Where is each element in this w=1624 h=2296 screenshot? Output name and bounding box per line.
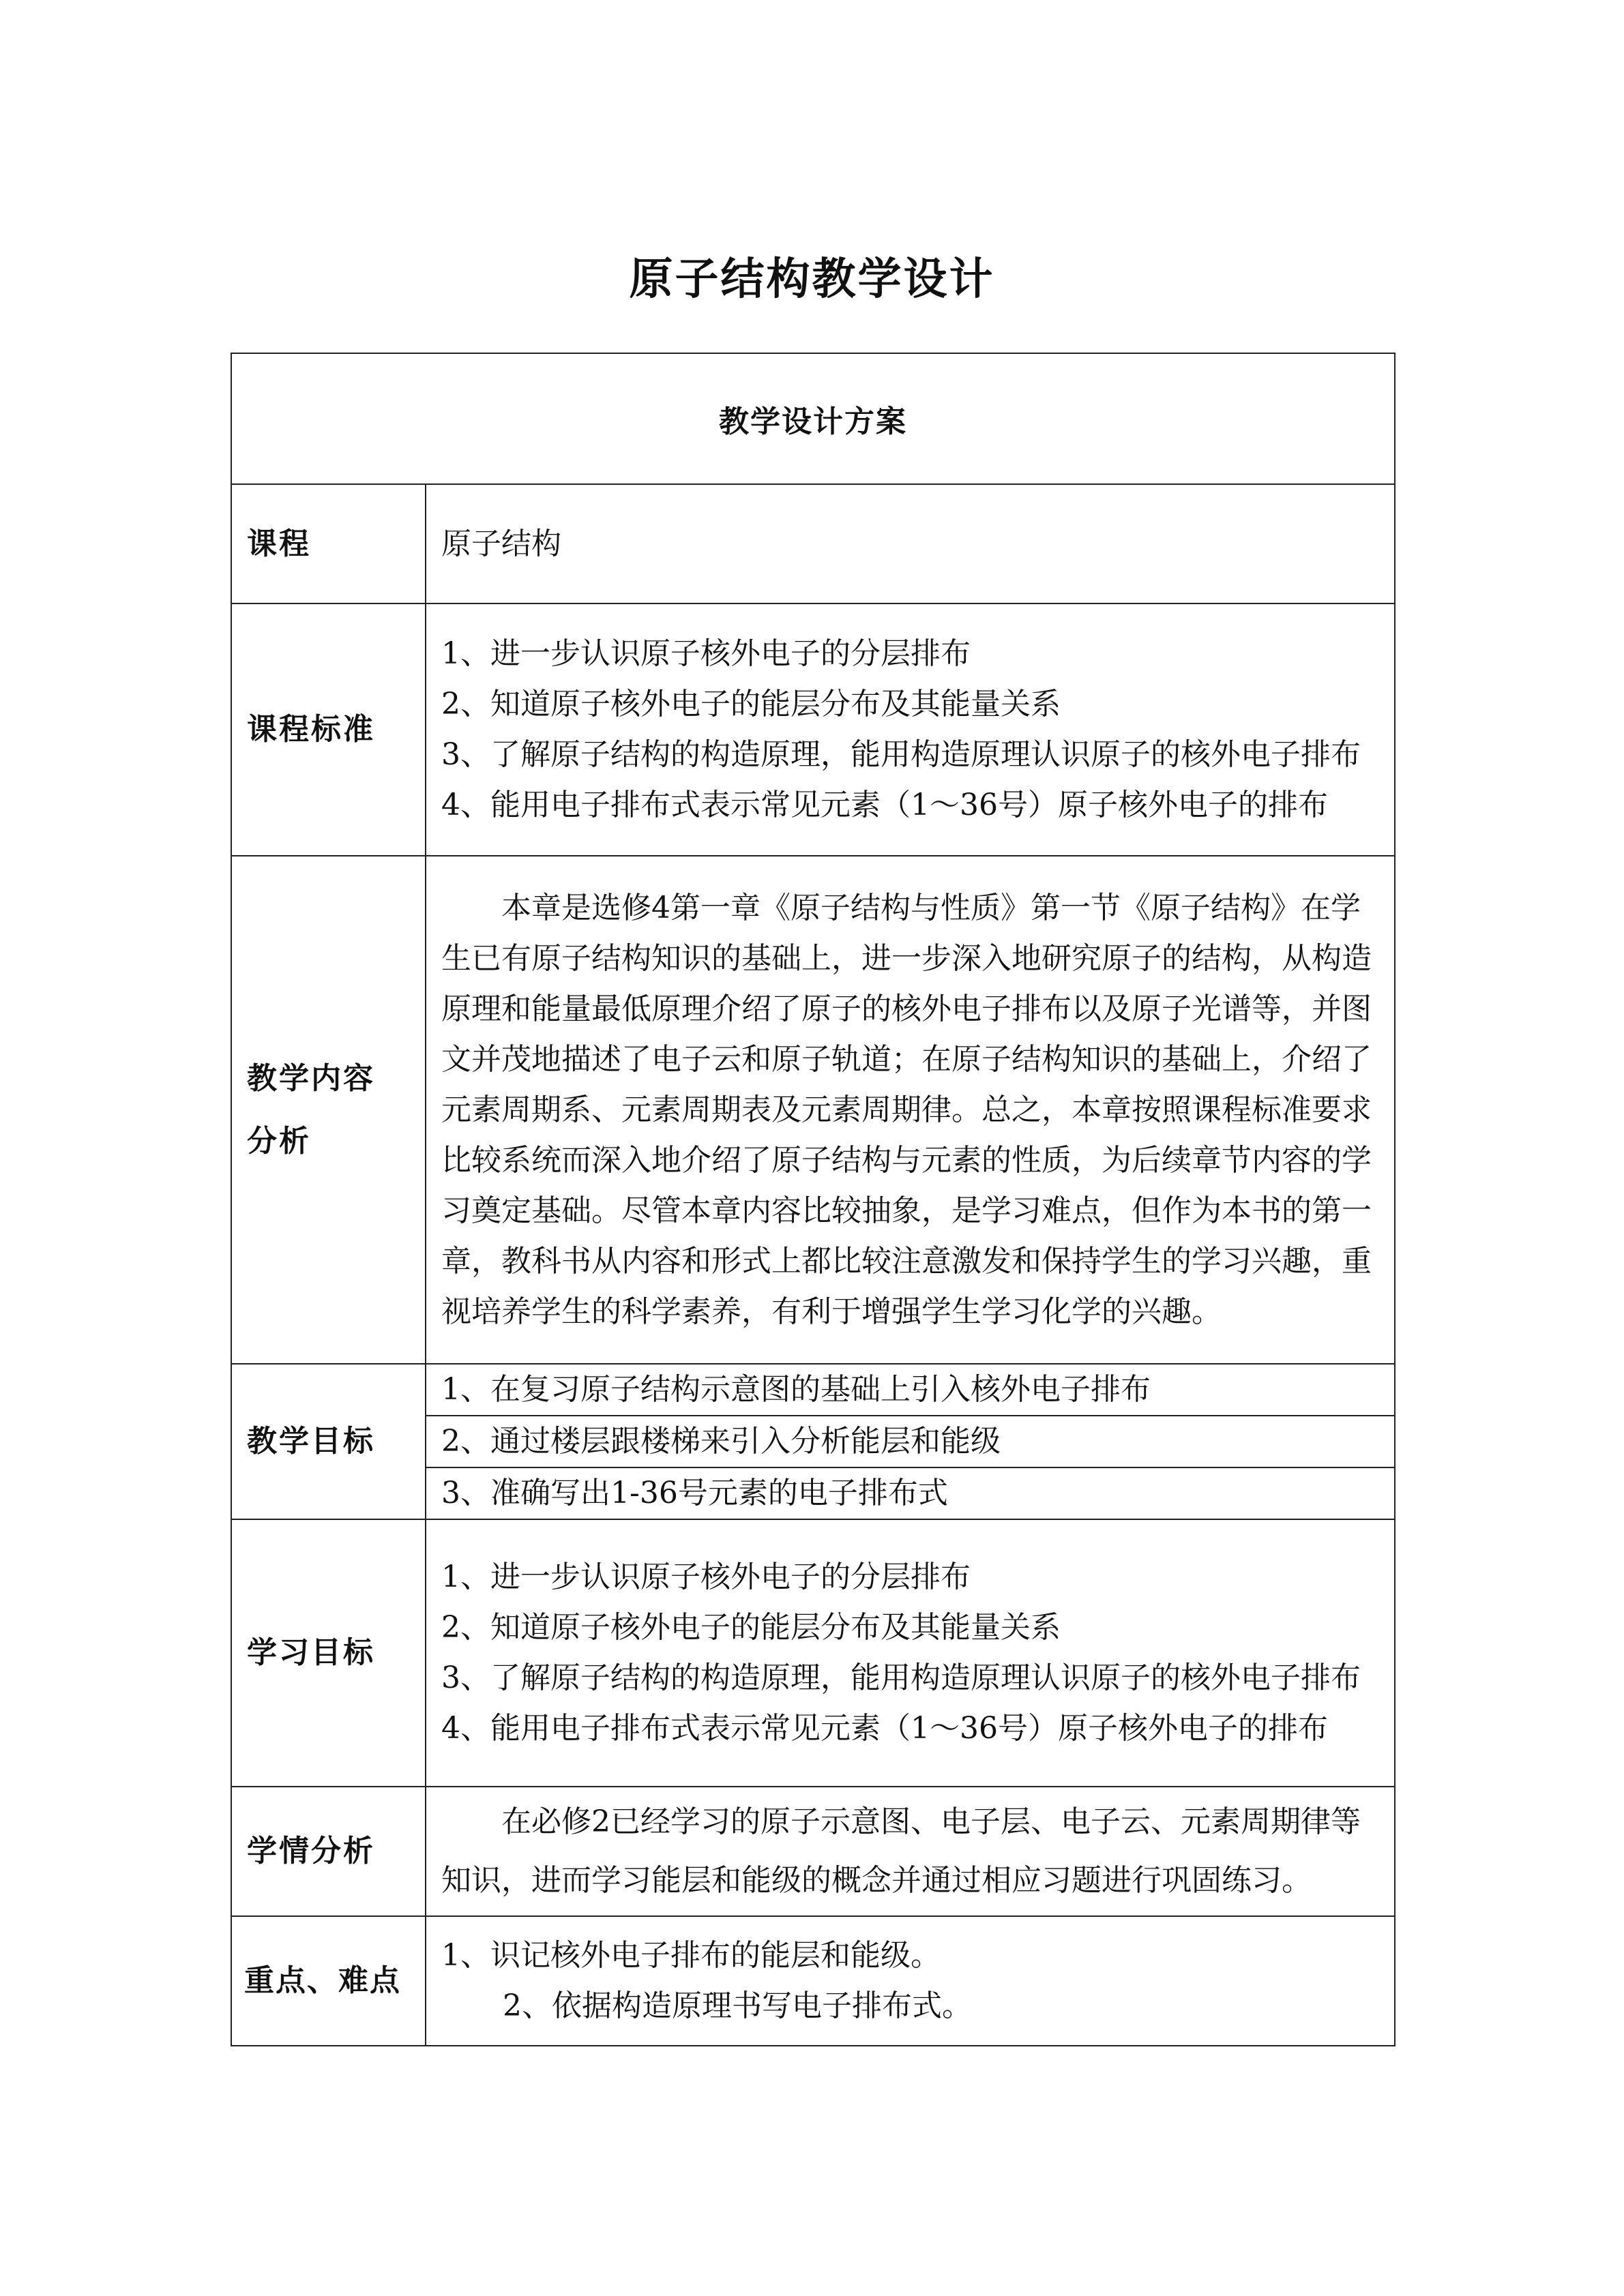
list-item: 1、进一步认识原子核外电子的分层排布 [441,636,971,671]
student-analysis-content [426,1787,1395,1916]
table-header: 教学设计方案 [231,353,1395,484]
teaching-goal-3: 3、准确写出1-36号元素的电子排布式 [426,1467,1395,1519]
learning-goals-content [426,1519,1395,1787]
course-value: 原子结构 [426,484,1395,603]
list-item: 3、了解原子结构的构造原理，能用构造原理认识原子的核外电子排布 [441,737,1361,772]
curriculum-standard-label: 课程标准 [231,603,426,856]
student-analysis-row [231,1787,1395,1916]
content-analysis-row [231,856,1395,1364]
list-item: 4、能用电子排布式表示常见元素（1～36号）原子核外电子的排布 [441,1711,1328,1746]
key-points-content [426,1916,1395,2046]
curriculum-standard-content [426,603,1395,856]
teaching-goal-row-1 [231,1364,1395,1416]
content-analysis-paragraph: 本章是选修4第一章《原子结构与性质》第一节《原子结构》在学生已有原子结构知识的基础上，进一步深入地研究原子的结构，从构造原理和能量最低原理介绍了原子的核外电子排布以及原子光谱等，并图文并茂地描述了电子云和原子轨道；在原子结构知识的基础上，介绍了元素周期系、元素周期表及元素周期律。总之，本章按照课程标准要求比较系统而深入地介绍了原子结构与元素的性质，为后续章节内容的学习奠定基础。尽管本章内容比较抽象，是学习难点，但作为本书的第一章，教科书从内容和形式上都比较注意激发和保持学生的学习兴趣，重视培养学生的科学素养，有利于增强学生学习化学的兴趣。 [441,890,1372,1329]
course-row [231,484,1395,603]
table-header-row [231,353,1395,484]
teaching-plan-table [231,353,1396,2046]
learning-goals-row [231,1519,1395,1787]
course-label: 课程 [231,484,426,603]
content-analysis-text [426,856,1395,1364]
page-title: 原子结构教学设计 [629,254,995,305]
student-analysis-label: 学情分析 [231,1787,426,1916]
teaching-goals-label: 教学目标 [231,1364,426,1519]
list-item: 2、知道原子核外电子的能层分布及其能量关系 [441,687,1061,721]
curriculum-standard-row [231,603,1395,856]
teaching-goal-1: 1、在复习原子结构示意图的基础上引入核外电子排布 [426,1364,1395,1416]
key-points-label: 重点、难点 [231,1916,426,2046]
content-analysis-label-line1: 教学内容 [247,1060,375,1096]
list-item: 3、了解原子结构的构造原理，能用构造原理认识原子的核外电子排布 [441,1660,1361,1695]
list-item: 1、进一步认识原子核外电子的分层排布 [441,1560,971,1594]
list-item: 2、依据构造原理书写电子排布式。 [503,1988,972,2023]
student-analysis-paragraph: 在必修2已经学习的原子示意图、电子层、电子云、元素周期律等知识，进而学习能层和能级的概念并通过相应习题进行巩固练习。 [441,1804,1361,1898]
list-item: 1、识记核外电子排布的能层和能级。 [441,1938,941,1973]
content-analysis-label-line2: 分析 [247,1123,311,1159]
learning-goals-label: 学习目标 [231,1519,426,1787]
list-item: 4、能用电子排布式表示常见元素（1～36号）原子核外电子的排布 [441,788,1328,822]
key-points-row [231,1916,1395,2046]
list-item: 2、知道原子核外电子的能层分布及其能量关系 [441,1610,1061,1645]
content-analysis-label [231,856,426,1364]
teaching-goal-2: 2、通过楼层跟楼梯来引入分析能层和能级 [426,1416,1395,1467]
